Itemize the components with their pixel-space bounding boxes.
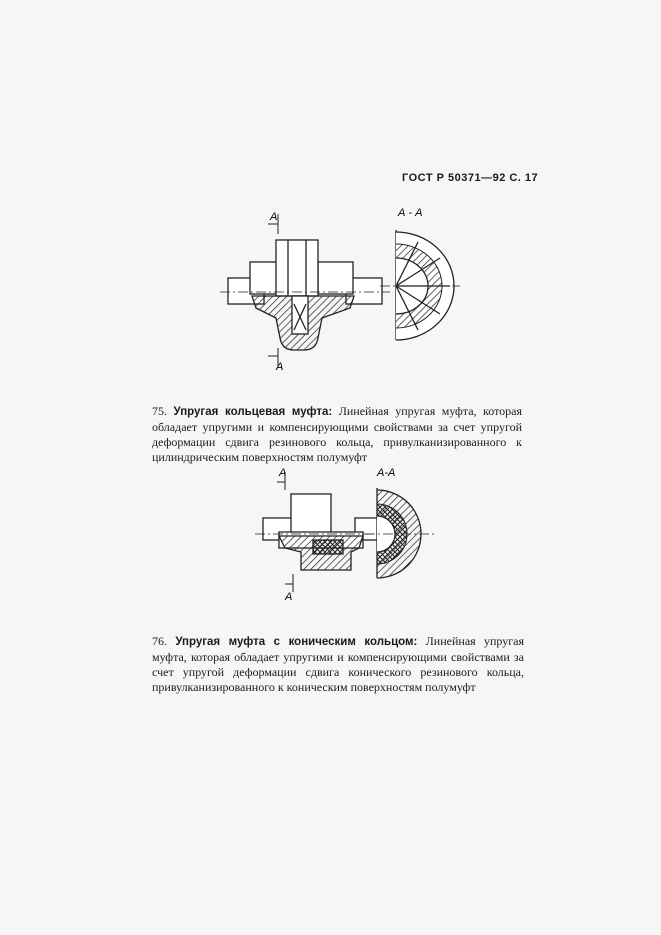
section-mark-top: А xyxy=(279,467,287,479)
definition-number: 75. xyxy=(152,404,167,418)
section-mark-bottom: А xyxy=(285,591,293,603)
definition-text: Линейная упругая муфта, которая обладает упругими и компенсирующими свойствами за счет упругой деформации сдвига конического резинового кольца, привулканизированного к коническим поверхностям полумуфт xyxy=(152,634,525,694)
half-view-1 xyxy=(380,230,460,340)
figure-2 xyxy=(255,462,445,607)
view-label: А - А xyxy=(398,207,423,219)
section-mark-top: А xyxy=(270,211,278,223)
definition-75 xyxy=(152,404,522,465)
figure-2-drawing xyxy=(255,462,445,607)
definition-term: Упругая кольцевая муфта: xyxy=(173,406,333,418)
figure-1-drawing xyxy=(220,200,480,375)
view-label: А-А xyxy=(377,467,396,479)
section-mark-bottom: А xyxy=(276,361,284,373)
coupling-section-1 xyxy=(220,214,390,366)
page-header: ГОСТ Р 50371—92 С. 17 xyxy=(402,172,539,184)
definition-number: 76. xyxy=(152,634,167,648)
figure-1 xyxy=(220,200,480,375)
definition-term: Упругая муфта с коническим кольцом: xyxy=(175,636,418,648)
definition-text: Линейная упругая муфта, которая обладает упругими и компенсирующими свойствами за счет упругой деформации сдвига резинового кольца, привулканизированного к цилиндрическим поверхностям полумуфт xyxy=(152,404,522,464)
coupling-section-2 xyxy=(255,472,385,592)
definition-76 xyxy=(152,634,524,695)
